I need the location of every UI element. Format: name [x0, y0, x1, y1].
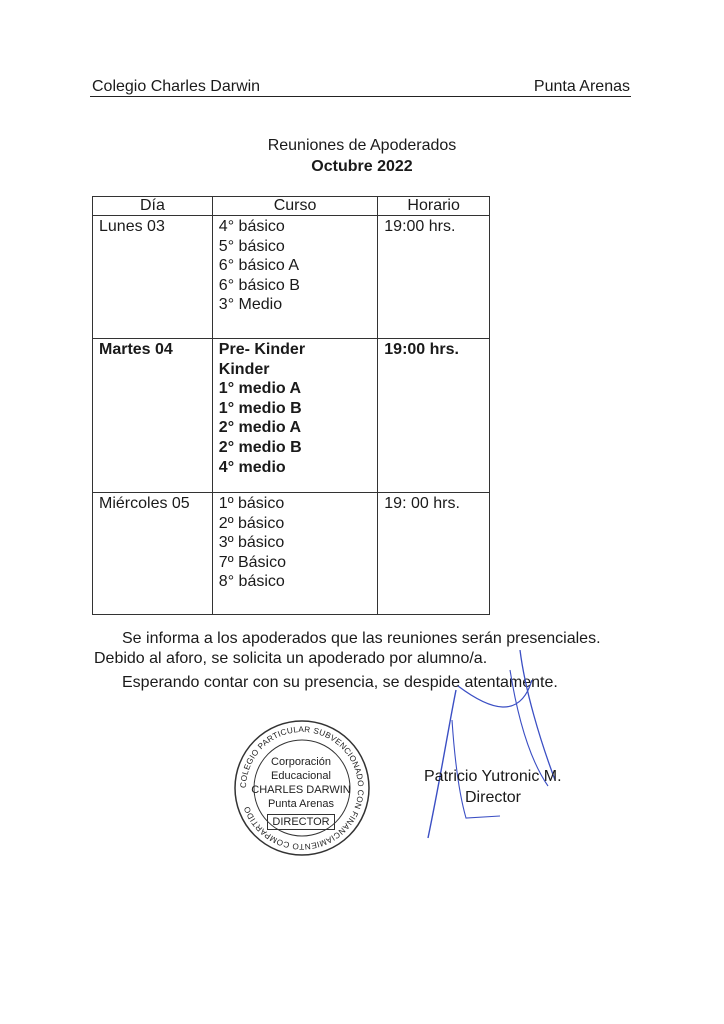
time-cell: 19: 00 hrs.: [378, 493, 490, 615]
course-item: 4° básico: [218, 218, 285, 235]
course-item: 3º básico: [218, 534, 285, 552]
time-cell: 19:00 hrs.: [378, 339, 490, 493]
stamp-center-text: [244, 755, 358, 830]
city-name: Punta Arenas: [533, 78, 630, 95]
stamp-line: Punta Arenas: [267, 798, 335, 810]
body-paragraph-1: Se informa a los apoderados que las reuniones serán presenciales.: [122, 630, 601, 647]
course-item: 2° medio B: [218, 438, 302, 456]
course-item: 2º básico: [218, 514, 285, 532]
course-item: 8° básico: [218, 573, 285, 591]
body-paragraph-2: Debido al aforo, se solicita un apoderado por alumno/a.: [94, 650, 488, 667]
table-row: [93, 339, 490, 493]
day-cell: Martes 04: [93, 339, 213, 493]
course-cell: [212, 339, 377, 493]
table-row: [93, 216, 490, 339]
document-subtitle: Octubre 2022: [311, 158, 413, 175]
course-cell: [212, 493, 377, 615]
column-header-course: Curso: [212, 197, 377, 216]
header-rule: [90, 96, 631, 97]
column-header-day: Día: [93, 197, 213, 216]
course-item: 1° medio A: [218, 380, 302, 398]
stamp-line-boxed: DIRECTOR: [267, 814, 334, 830]
body-paragraph-3: Esperando contar con su presencia, se despide atentamente.: [122, 674, 558, 691]
table-row: [93, 493, 490, 615]
signatory-name: Patricio Yutronic M.: [424, 768, 562, 785]
course-item: 1º básico: [218, 495, 285, 512]
course-item: Pre- Kinder: [218, 341, 306, 358]
signatory-role: Director: [465, 789, 522, 806]
document-title: Reuniones de Apoderados: [267, 137, 457, 154]
course-item: 2° medio A: [218, 419, 302, 437]
course-item: 7º Básico: [218, 553, 287, 571]
course-item: 6° básico B: [218, 276, 300, 294]
stamp-line: CHARLES DARWIN: [251, 784, 351, 796]
school-name: Colegio Charles Darwin: [92, 78, 261, 95]
course-item: 1° medio B: [218, 399, 302, 417]
course-item: 4° medio: [218, 458, 286, 476]
stamp-ring-text: COLEGIO PARTICULAR SUBVENCIONADO CON FINANCIAMIENTO COMPARTIDO: [238, 724, 366, 852]
day-cell: Lunes 03: [93, 216, 213, 339]
course-item: Kinder: [218, 360, 270, 378]
day-cell: Miércoles 05: [93, 493, 213, 615]
table-header-row: [93, 197, 490, 216]
column-header-time: Horario: [378, 197, 490, 216]
course-item: 3° Medio: [218, 296, 283, 314]
stamp-line: Educacional: [271, 770, 331, 782]
handwritten-signature: [380, 650, 600, 840]
time-cell: 19:00 hrs.: [378, 216, 490, 339]
course-item: 5° básico: [218, 237, 285, 255]
course-cell: [212, 216, 377, 339]
schedule-table: [92, 196, 490, 615]
course-item: 6° básico A: [218, 257, 300, 275]
stamp-line: Corporación: [271, 756, 331, 768]
